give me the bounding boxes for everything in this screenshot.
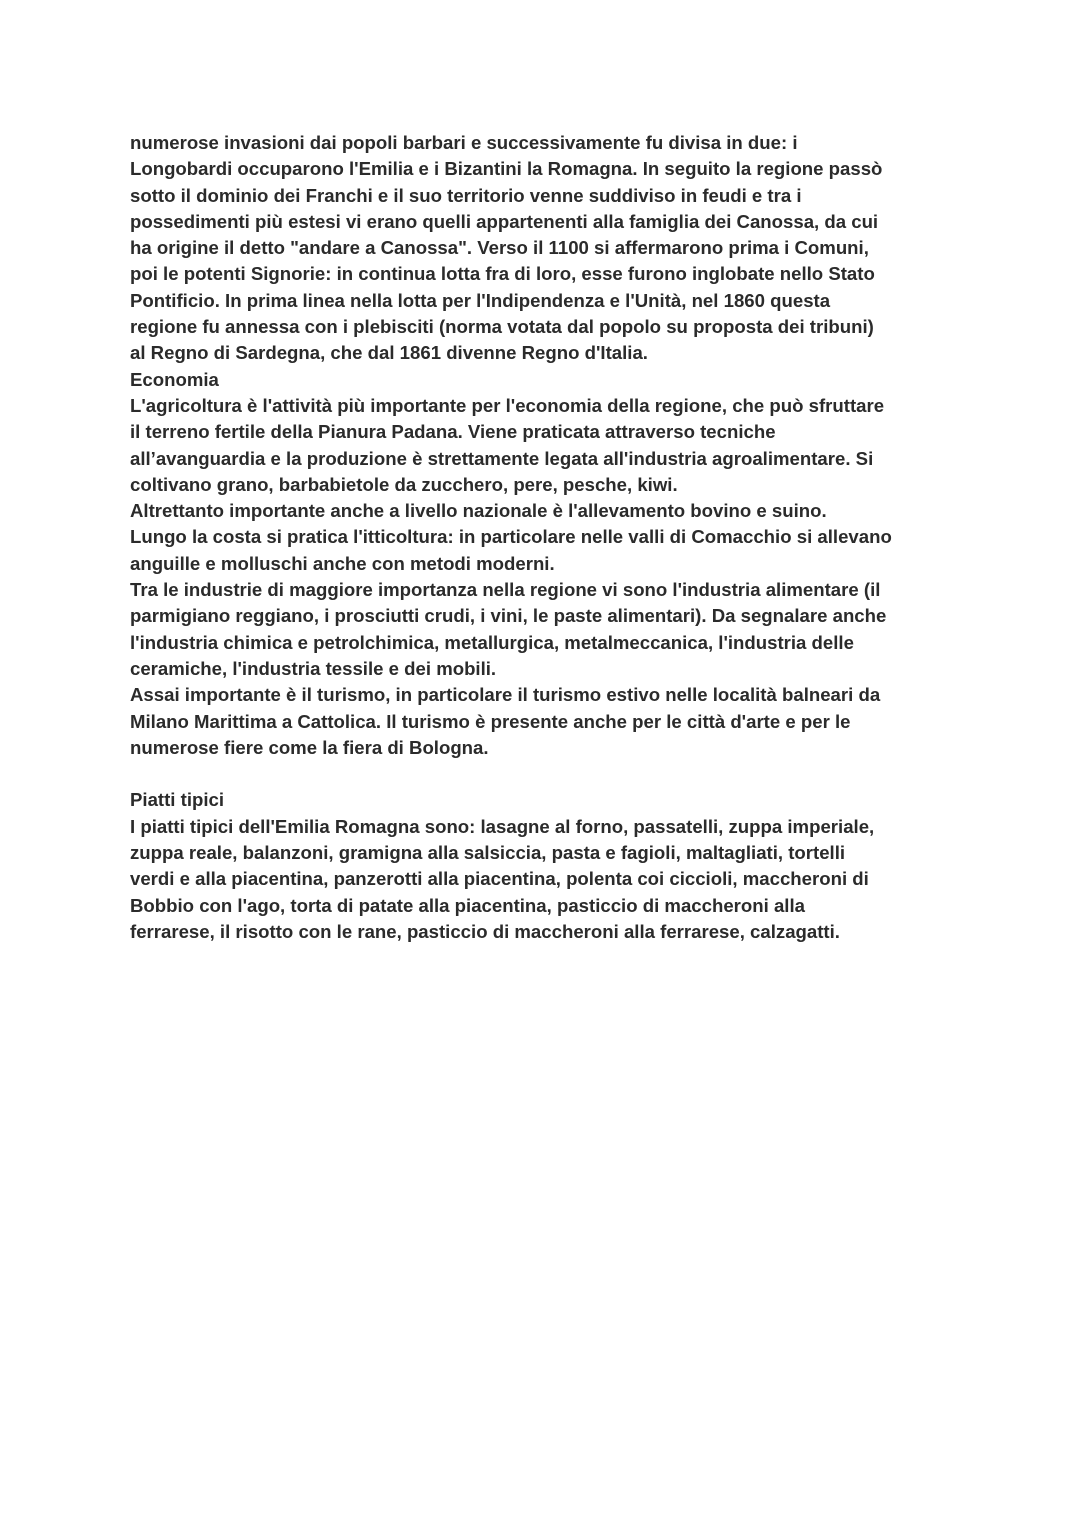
text-line: numerose fiere come la fiera di Bologna. [130,736,489,758]
text-line: L'agricoltura è l'attività più importante per l'economia della regione, che può sfruttare [130,394,885,416]
text-line: I piatti tipici dell'Emilia Romagna sono: lasagne al forno, passatelli, zuppa imperiale, [130,815,875,837]
text-line: all’avanguardia e la produzione è strettamente legata all'industria agroalimentare. Si [130,447,874,469]
piatti-heading: Piatti tipici [130,789,225,811]
text-line: Assai importante è il turismo, in particolare il turismo estivo nelle località balneari da [130,684,881,706]
text-line: poi le potenti Signorie: in continua lotta fra di loro, esse furono inglobate nello Stato [130,263,875,285]
text-line: sotto il dominio dei Franchi e il suo territorio venne suddiviso in feudi e tra i [130,184,802,206]
text-line: Lungo la costa si pratica l'itticoltura: in particolare nelle valli di Comacchio si allevano [130,526,892,548]
economia-heading: Economia [130,368,219,390]
text-line: verdi e alla piacentina, panzerotti alla piacentina, polenta coi ciccioli, maccheroni di [130,868,869,890]
history-paragraph [130,130,960,367]
text-line: ferrarese, il risotto con le rane, pasticcio di maccheroni alla ferrarese, calzagatti. [130,920,840,942]
text-line: Longobardi occuparono l'Emilia e i Bizantini la Romagna. In seguito la regione passò [130,158,883,180]
text-line: coltivano grano, barbabietole da zucchero, pere, pesche, kiwi. [130,473,678,495]
blank-line [130,761,960,787]
text-line: ceramiche, l'industria tessile e dei mobili. [130,657,497,679]
text-line: parmigiano reggiano, i prosciutti crudi, i vini, le paste alimentari). Da segnalare anche [130,605,887,627]
text-line: anguille e molluschi anche con metodi moderni. [130,552,555,574]
text-line: possedimenti più estesi vi erano quelli appartenenti alla famiglia dei Canossa, da cui [130,210,879,232]
text-line: il terreno fertile della Pianura Padana. Viene praticata attraverso tecniche [130,421,776,443]
text-line: regione fu annessa con i plebisciti (norma votata dal popolo su proposta dei tribuni) [130,316,874,338]
document-page [130,130,960,945]
text-line: Milano Marittima a Cattolica. Il turismo è presente anche per le città d'arte e per le [130,710,851,732]
text-line: ha origine il detto "andare a Canossa". Verso il 1100 si affermarono prima i Comuni, [130,237,869,259]
text-line: al Regno di Sardegna, che dal 1861 divenne Regno d'Italia. [130,342,648,364]
text-line: Tra le industrie di maggiore importanza nella regione vi sono l'industria alimentare (il [130,579,881,601]
text-line: l'industria chimica e petrolchimica, metallurgica, metalmeccanica, l'industria delle [130,631,854,653]
text-line: Bobbio con l'ago, torta di patate alla piacentina, pasticcio di maccheroni alla [130,894,805,916]
economia-paragraph [130,393,960,761]
text-line: Pontificio. In prima linea nella lotta per l'Indipendenza e l'Unità, nel 1860 questa [130,289,831,311]
text-line: zuppa reale, balanzoni, gramigna alla salsiccia, pasta e fagioli, maltagliati, tortelli [130,842,846,864]
piatti-paragraph [130,814,960,945]
text-line: Altrettanto importante anche a livello nazionale è l'allevamento bovino e suino. [130,500,827,522]
text-line: numerose invasioni dai popoli barbari e successivamente fu divisa in due: i [130,132,798,153]
